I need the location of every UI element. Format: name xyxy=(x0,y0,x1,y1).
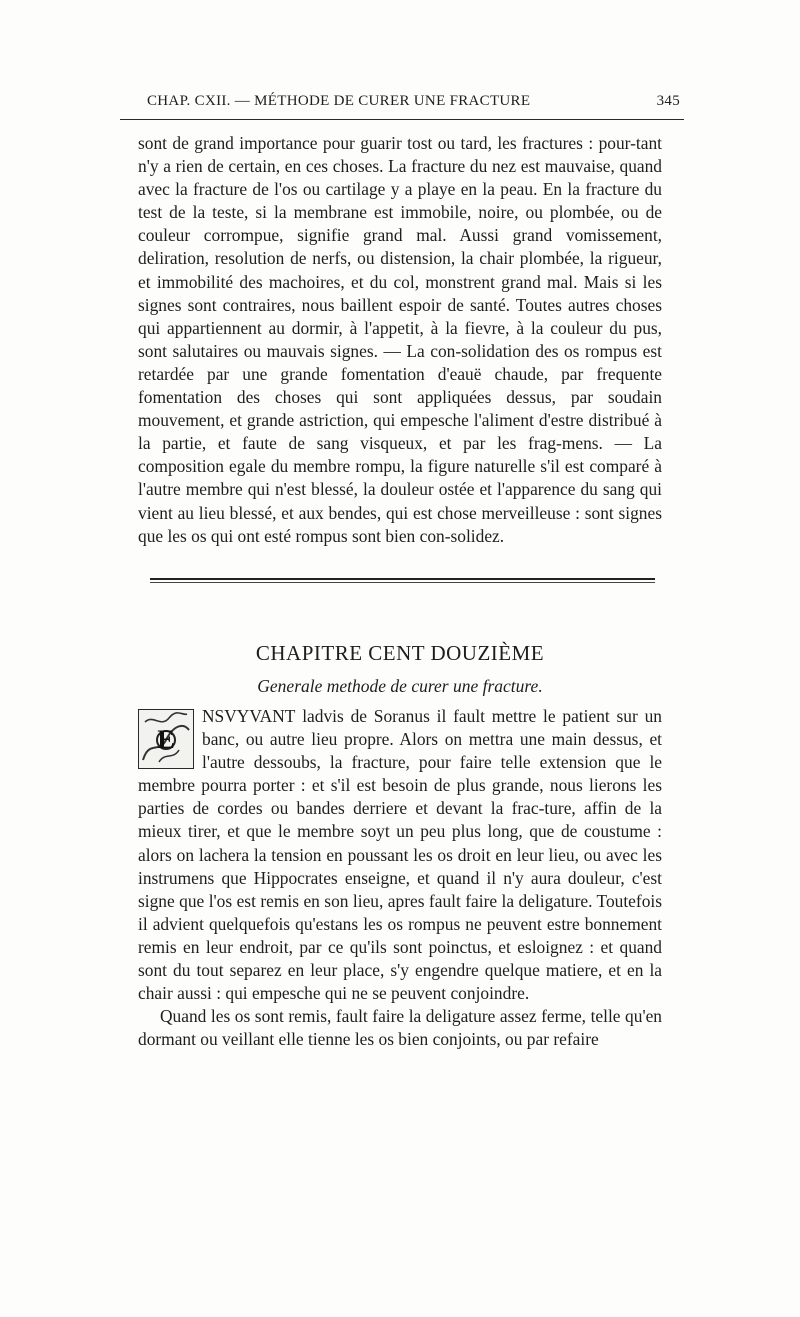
chapter-divider-rule xyxy=(150,578,655,583)
running-head-title: CHAP. CXII. — MÉTHODE DE CURER UNE FRACTURE xyxy=(147,93,531,109)
paragraph xyxy=(138,705,662,1005)
paragraph: Quand les os sont remis, fault faire la deligature assez ferme, telle qu'en dormant ou veillant elle tienne les os bien conjoints, ou par refaire xyxy=(138,1006,662,1050)
chapter-body xyxy=(138,705,662,1051)
paragraph-text: ladvis de Soranus il fault mettre le patient sur un banc, ou autre lieu propre. Alors on mettra une main dessus, et l'autre dessoubs, la fracture, pour faire telle extension que le membre pourra porter : et s'il est besoin de plus grande, nous lierons les parties de cordes ou bandes derriere et devant la frac-ture, affin de la mieux tirer, et que le membre soyt un peu plus long, que de coustume : alors on lachera la tension en poussant les os droit en leur lieu, ou avec les instrumens que Hippocrates enseigne, et quand il n'y aura douleur, c'est signe que l'os est remis en son lieu, apres fault faire la deligature. Toutefois il advient quelquefois qu'estans les os rompus ne peuvent estre bonnement remis en leur endroit, par ce qu'ils sont poinctus, et esloignez : et quand sont du tout separez en leur place, s'y engendre quelque matiere, et en la chair aussi : qui empesche qui ne se peuvent conjoindre. xyxy=(138,706,662,1004)
chapter-title: CHAPITRE CENT DOUZIÈME xyxy=(255,641,545,665)
svg-text:E: E xyxy=(157,725,175,754)
page-number: 345 xyxy=(656,93,680,109)
ornamental-initial-icon xyxy=(139,710,193,768)
paragraph: sont de grand importance pour guarir tost ou tard, les fractures : pour-tant n'y a rien de certain, en ces choses. La fracture du nez est mauvaise, quand avec la fracture de l'os ou cartilage y a playe en la peau. En la fracture du test de la teste, si la membrane est immobile, noire, ou plombée, ou de couleur corrompue, signifie grand mal. Aussi grand vomissement, deliration, resolution de nerfs, ou distension, la chair plombée, la rigueur, et immobilité des machoires, et du col, monstrent grand mal. Mais si les signes sont contraires, nous baillent espoir de santé. Toutes autres choses qui appartiennent au dormir, à l'appetit, à la fievre, à la couleur du pus, sont salutaires ou mauvais signes. — La con-solidation des os rompus est retardée par une grande fomentation d'eauë chaude, par frequente fomentation des choses qui sont appliquées dessus, par soudain mouvement, et grande astriction, qui empesche l'aliment d'estre distribué à la partie, et faute de sang visqueux, et par les frag-mens. — La composition egale du membre rompu, la figure naturelle s'il est comparé à l'autre membre qui n'est blessé, la douleur ostée et l'apparence du sang qui vient au lieu blessé, et aux bendes, qui est chose merveilleuse : sont signes que les os qui ont esté rompus sont bien con-solidez. xyxy=(138,133,662,546)
chapter-subtitle: Generale methode de curer une fracture. xyxy=(257,676,543,696)
running-head xyxy=(120,93,680,115)
opening-word: NSVYVANT xyxy=(202,706,296,726)
header-rule xyxy=(120,119,684,120)
ornamental-initial xyxy=(138,709,194,769)
previous-chapter-text xyxy=(138,132,662,548)
